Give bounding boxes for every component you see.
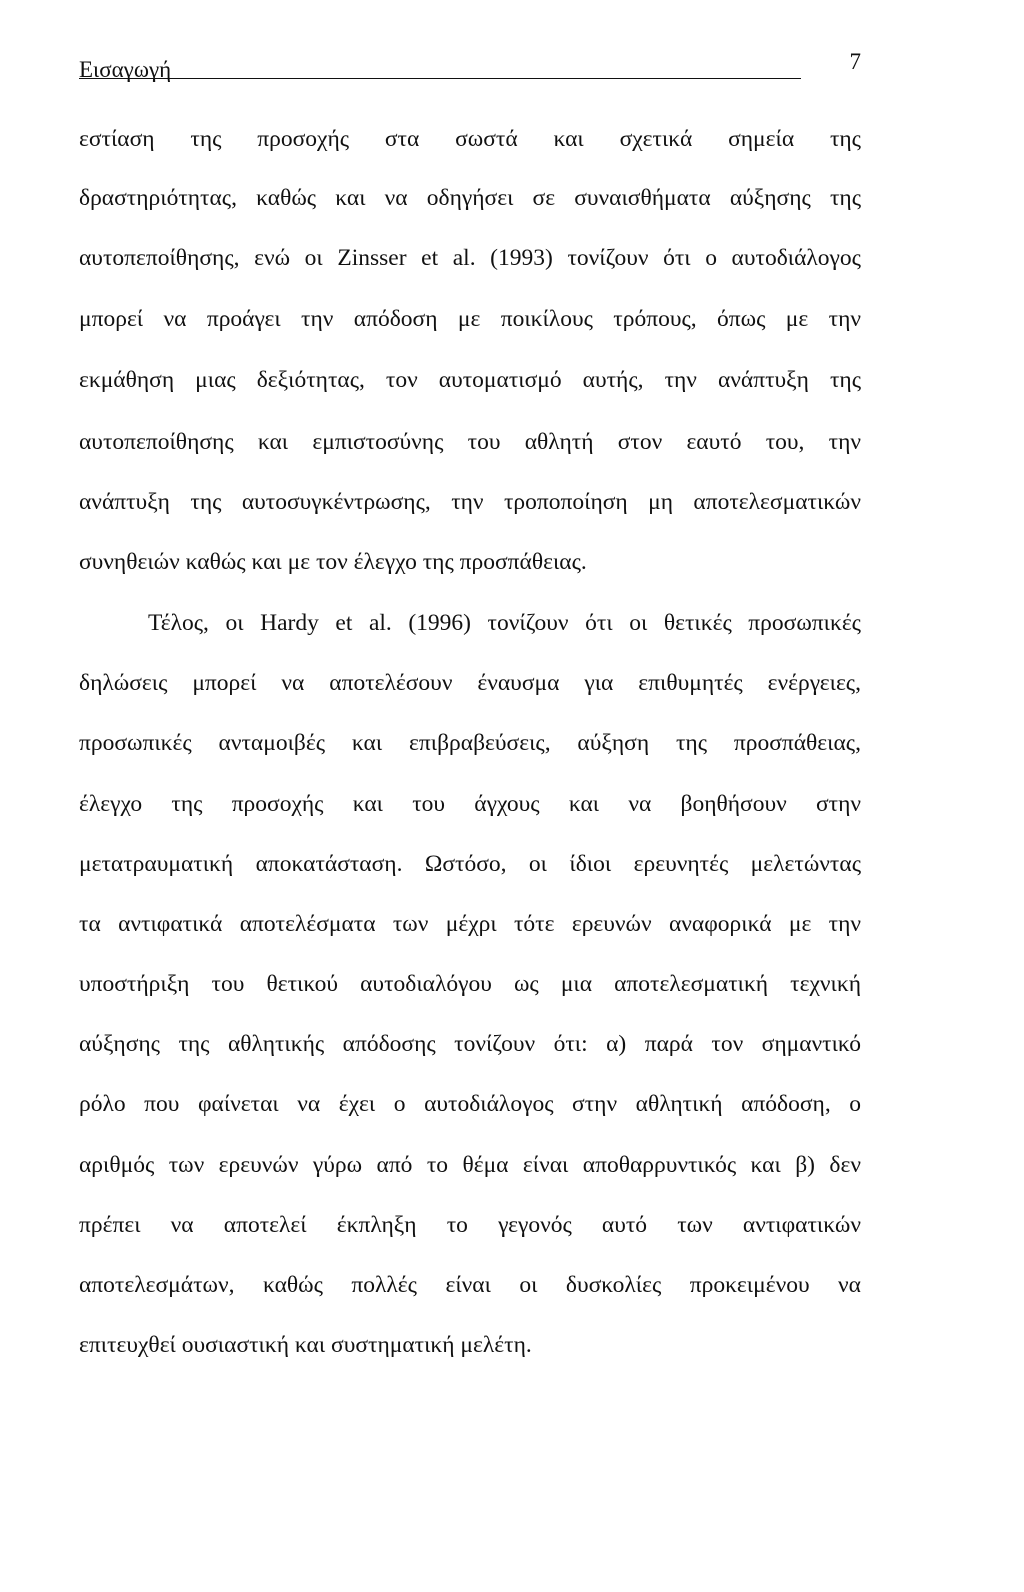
page-number: 7	[849, 49, 861, 74]
paragraph-1-line: αυτοπεποίθησης, ενώ οι Zinsser et al. (1993) τονίζουν ότι ο αυτοδιάλογος	[79, 245, 861, 271]
paragraph-2-line: πρέπει να αποτελεί έκπληξη το γεγονός αυτό των αντιφατικών	[79, 1212, 861, 1238]
paragraph-2-line: τα αντιφατικά αποτελέσματα των μέχρι τότε ερευνών αναφορικά με την	[79, 911, 861, 937]
paragraph-2-line: μετατραυματική αποκατάσταση. Ωστόσο, οι ίδιοι ερευνητές μελετώντας	[79, 851, 861, 877]
header-rule	[79, 78, 801, 79]
paragraph-2-line: έλεγχο της προσοχής και του άγχους και να βοηθήσουν στην	[79, 791, 861, 817]
paragraph-1-line: εστίαση της προσοχής στα σωστά και σχετικά σημεία της	[79, 126, 861, 152]
paragraph-2-line: αύξησης της αθλητικής απόδοσης τονίζουν ότι: α) παρά τον σημαντικό	[79, 1031, 861, 1057]
paragraph-1-line: συνηθειών καθώς και με τον έλεγχο της προσπάθειας.	[79, 549, 587, 575]
paragraph-1-line: αυτοπεποίθησης και εμπιστοσύνης του αθλητή στον εαυτό του, την	[79, 429, 861, 455]
paragraph-2-line: Τέλος, οι Hardy et al. (1996) τονίζουν ότι οι θετικές προσωπικές	[148, 610, 861, 636]
paragraph-1-line: εκμάθηση μιας δεξιότητας, τον αυτοματισμό αυτής, την ανάπτυξη της	[79, 367, 861, 393]
paragraph-2-line: επιτευχθεί ουσιαστική και συστηματική μελέτη.	[79, 1332, 532, 1358]
page-header	[79, 48, 861, 88]
paragraph-2-line: αριθμός των ερευνών γύρω από το θέμα είναι αποθαρρυντικός και β) δεν	[79, 1152, 861, 1178]
paragraph-2-line: προσωπικές ανταμοιβές και επιβραβεύσεις, αύξηση της προσπάθειας,	[79, 730, 861, 756]
paragraph-1-line: μπορεί να προάγει την απόδοση με ποικίλους τρόπους, όπως με την	[79, 306, 861, 332]
paragraph-1-line: δραστηριότητας, καθώς και να οδηγήσει σε συναισθήματα αύξησης της	[79, 185, 861, 211]
paragraph-2-line: ρόλο που φαίνεται να έχει ο αυτοδιάλογος στην αθλητική απόδοση, ο	[79, 1091, 861, 1117]
paragraph-2-line: αποτελεσμάτων, καθώς πολλές είναι οι δυσκολίες προκειμένου να	[79, 1272, 861, 1298]
paragraph-2-line: υποστήριξη του θετικού αυτοδιαλόγου ως μια αποτελεσματική τεχνική	[79, 971, 861, 997]
paragraph-1-line: ανάπτυξη της αυτοσυγκέντρωσης, την τροποποίηση μη αποτελεσματικών	[79, 489, 861, 515]
paragraph-2-line: δηλώσεις μπορεί να αποτελέσουν έναυσμα για επιθυμητές ενέργειες,	[79, 670, 861, 696]
running-header-title: Εισαγωγή	[79, 57, 172, 82]
